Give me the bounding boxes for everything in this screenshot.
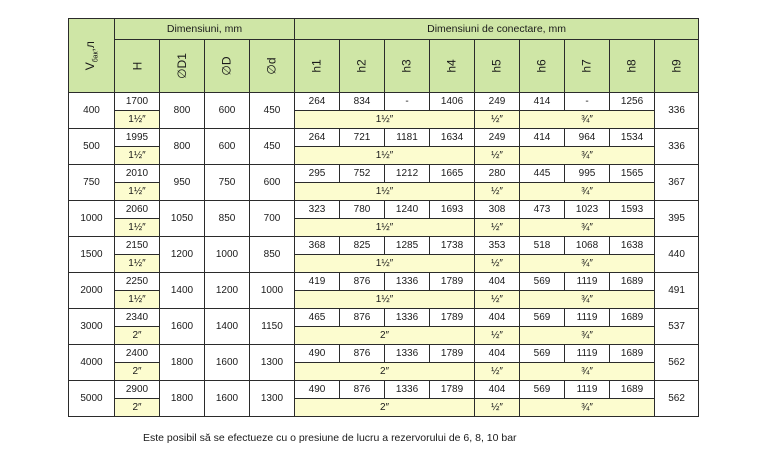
specs-table (68, 18, 699, 417)
height-cell: 2060 (115, 201, 160, 219)
column-header (430, 40, 475, 93)
connection-size-cell: 2″ (295, 363, 475, 381)
h6-cell: 473 (520, 201, 565, 219)
connection-size-cell: ½″ (475, 327, 520, 345)
connection-size-cell: ½″ (475, 399, 520, 417)
column-header-label: h6 (535, 58, 550, 73)
pressure-note: Este posibil să se efectueze cu o presiune de lucru a rezervorului de 6, 8, 10 bar (143, 432, 517, 444)
h6-cell: 569 (520, 345, 565, 363)
d1-cell: 950 (160, 165, 205, 201)
h8-cell: 1256 (610, 93, 655, 111)
h7-cell: 1119 (565, 273, 610, 291)
d1-cell: 1800 (160, 345, 205, 381)
height-cell: 2400 (115, 345, 160, 363)
h1-cell: 264 (295, 93, 340, 111)
small-d-cell: 1000 (250, 273, 295, 309)
column-header-label: h7 (580, 58, 595, 73)
h9-cell: 562 (655, 381, 699, 417)
volume-cell: 750 (69, 165, 115, 201)
d1-cell: 1050 (160, 201, 205, 237)
d-cell: 850 (205, 201, 250, 237)
h3-cell: 1212 (385, 165, 430, 183)
volume-cell: 4000 (69, 345, 115, 381)
column-header (295, 40, 340, 93)
connection-size-cell: ¾″ (520, 363, 655, 381)
h4-cell: 1738 (430, 237, 475, 255)
h3-cell: 1285 (385, 237, 430, 255)
connection-size-cell: ¾″ (520, 219, 655, 237)
h5-cell: 308 (475, 201, 520, 219)
column-header (385, 40, 430, 93)
h4-cell: 1634 (430, 129, 475, 147)
h5-cell: 353 (475, 237, 520, 255)
table-row (69, 237, 699, 255)
h3-cell: 1336 (385, 381, 430, 399)
h9-cell: 367 (655, 165, 699, 201)
h7-cell: 1023 (565, 201, 610, 219)
connection-size-cell: 1½″ (295, 111, 475, 129)
header-group-row (69, 19, 699, 40)
h6-cell: 518 (520, 237, 565, 255)
h3-cell: 1336 (385, 273, 430, 291)
h2-cell: 876 (340, 273, 385, 291)
h5-cell: 249 (475, 93, 520, 111)
small-d-cell: 600 (250, 165, 295, 201)
h2-cell: 825 (340, 237, 385, 255)
h2-cell: 876 (340, 345, 385, 363)
h9-cell: 395 (655, 201, 699, 237)
connection-size-cell: ½″ (475, 219, 520, 237)
h4-cell: 1789 (430, 381, 475, 399)
connection-size-cell: 1½″ (295, 219, 475, 237)
connection-size-cell: ¾″ (520, 327, 655, 345)
h1-cell: 264 (295, 129, 340, 147)
h9-cell: 537 (655, 309, 699, 345)
column-header-label: ∅D (220, 55, 234, 76)
table-body (69, 93, 699, 417)
h9-cell: 562 (655, 345, 699, 381)
volume-cell: 2000 (69, 273, 115, 309)
h3-cell: 1181 (385, 129, 430, 147)
volume-cell: 400 (69, 93, 115, 129)
h4-cell: 1693 (430, 201, 475, 219)
column-header (250, 40, 295, 93)
h2-cell: 834 (340, 93, 385, 111)
column-header-label: h1 (310, 58, 325, 73)
d-cell: 1000 (205, 237, 250, 273)
h7-cell: 1119 (565, 381, 610, 399)
column-header (160, 40, 205, 93)
table-row (69, 309, 699, 327)
h5-cell: 249 (475, 129, 520, 147)
h9-cell: 491 (655, 273, 699, 309)
h9-cell: 336 (655, 93, 699, 129)
d-cell: 1600 (205, 381, 250, 417)
connection-size-cell: 1½″ (295, 255, 475, 273)
h1-cell: 368 (295, 237, 340, 255)
height-cell: 1995 (115, 129, 160, 147)
connection-size-cell: 1½″ (295, 147, 475, 165)
column-header-label: h3 (400, 58, 415, 73)
column-header-label: h5 (490, 58, 505, 73)
h8-cell: 1689 (610, 381, 655, 399)
h4-cell: 1406 (430, 93, 475, 111)
table-row (69, 93, 699, 111)
small-d-cell: 1300 (250, 345, 295, 381)
volume-cell: 1500 (69, 237, 115, 273)
h8-cell: 1638 (610, 237, 655, 255)
connection-size-cell: 2″ (295, 327, 475, 345)
column-header (655, 40, 699, 93)
h6-cell: 414 (520, 129, 565, 147)
column-header-label: h9 (669, 58, 684, 73)
height-connection-cell: 2″ (115, 363, 160, 381)
h7-cell: 1119 (565, 309, 610, 327)
small-d-cell: 1150 (250, 309, 295, 345)
connection-size-cell: ¾″ (520, 147, 655, 165)
small-d-cell: 850 (250, 237, 295, 273)
h9-cell: 440 (655, 237, 699, 273)
column-header-label: H (129, 61, 144, 70)
h3-cell: 1336 (385, 309, 430, 327)
h3-cell: 1240 (385, 201, 430, 219)
connections-group-header: Dimensiuni de conectare, mm (295, 19, 699, 40)
d1-cell: 800 (160, 129, 205, 165)
column-header (340, 40, 385, 93)
h8-cell: 1689 (610, 345, 655, 363)
height-cell: 2900 (115, 381, 160, 399)
connection-size-cell: ½″ (475, 147, 520, 165)
h9-cell: 336 (655, 129, 699, 165)
column-header (205, 40, 250, 93)
column-header-label: ∅d (265, 56, 280, 75)
h7-cell: 1119 (565, 345, 610, 363)
d-cell: 600 (205, 129, 250, 165)
column-header (610, 40, 655, 93)
h1-cell: 323 (295, 201, 340, 219)
h8-cell: 1534 (610, 129, 655, 147)
h2-cell: 780 (340, 201, 385, 219)
connection-size-cell: ¾″ (520, 183, 655, 201)
h4-cell: 1789 (430, 345, 475, 363)
h6-cell: 569 (520, 381, 565, 399)
volume-header (69, 19, 115, 93)
small-d-cell: 1300 (250, 381, 295, 417)
h1-cell: 419 (295, 273, 340, 291)
connection-size-cell: ½″ (475, 183, 520, 201)
height-connection-cell: 2″ (115, 327, 160, 345)
volume-cell: 1000 (69, 201, 115, 237)
connection-size-cell: ½″ (475, 111, 520, 129)
h2-cell: 752 (340, 165, 385, 183)
h8-cell: 1689 (610, 309, 655, 327)
column-header-label: ∅D1 (174, 52, 189, 79)
column-header (565, 40, 610, 93)
volume-cell: 500 (69, 129, 115, 165)
connection-size-cell: 1½″ (295, 183, 475, 201)
h6-cell: 569 (520, 309, 565, 327)
connection-size-cell: 1½″ (295, 291, 475, 309)
height-cell: 2010 (115, 165, 160, 183)
table-row (69, 273, 699, 291)
h3-cell: 1336 (385, 345, 430, 363)
table-row (69, 381, 699, 399)
d1-cell: 1200 (160, 237, 205, 273)
height-connection-cell: 1½″ (115, 219, 160, 237)
h2-cell: 876 (340, 309, 385, 327)
h4-cell: 1789 (430, 273, 475, 291)
h6-cell: 414 (520, 93, 565, 111)
dimensions-group-header: Dimensiuni, mm (115, 19, 295, 40)
height-cell: 2150 (115, 237, 160, 255)
height-connection-cell: 1½″ (115, 111, 160, 129)
height-connection-cell: 1½″ (115, 183, 160, 201)
d1-cell: 800 (160, 93, 205, 129)
h5-cell: 404 (475, 273, 520, 291)
table-row (69, 129, 699, 147)
h5-cell: 404 (475, 345, 520, 363)
connection-size-cell: ½″ (475, 363, 520, 381)
column-header-label: h4 (445, 58, 460, 73)
d-cell: 1400 (205, 309, 250, 345)
d-cell: 600 (205, 93, 250, 129)
h4-cell: 1665 (430, 165, 475, 183)
connection-size-cell: ½″ (475, 291, 520, 309)
table-row (69, 345, 699, 363)
d1-cell: 1400 (160, 273, 205, 309)
d-cell: 1600 (205, 345, 250, 381)
h5-cell: 404 (475, 381, 520, 399)
h6-cell: 569 (520, 273, 565, 291)
d1-cell: 1800 (160, 381, 205, 417)
table-row (69, 165, 699, 183)
h2-cell: 721 (340, 129, 385, 147)
h3-cell: - (385, 93, 430, 111)
column-header (475, 40, 520, 93)
specs-table-container (68, 18, 688, 417)
d-cell: 1200 (205, 273, 250, 309)
h1-cell: 465 (295, 309, 340, 327)
small-d-cell: 450 (250, 93, 295, 129)
column-header-label: h2 (355, 58, 370, 73)
h1-cell: 490 (295, 345, 340, 363)
connection-size-cell: ¾″ (520, 111, 655, 129)
h8-cell: 1689 (610, 273, 655, 291)
d-cell: 750 (205, 165, 250, 201)
connection-size-cell: ¾″ (520, 291, 655, 309)
height-connection-cell: 1½″ (115, 291, 160, 309)
volume-label: $V_{бак},л$ (82, 40, 100, 71)
height-cell: 2340 (115, 309, 160, 327)
h1-cell: 490 (295, 381, 340, 399)
h2-cell: 876 (340, 381, 385, 399)
volume-cell: 3000 (69, 309, 115, 345)
connection-size-cell: ¾″ (520, 399, 655, 417)
height-connection-cell: 1½″ (115, 147, 160, 165)
column-header (520, 40, 565, 93)
h8-cell: 1565 (610, 165, 655, 183)
connection-size-cell: ¾″ (520, 255, 655, 273)
h6-cell: 445 (520, 165, 565, 183)
connection-size-cell: 2″ (295, 399, 475, 417)
h5-cell: 280 (475, 165, 520, 183)
volume-cell: 5000 (69, 381, 115, 417)
height-cell: 1700 (115, 93, 160, 111)
column-header-row (69, 40, 699, 93)
column-header-label: h8 (625, 58, 640, 73)
small-d-cell: 450 (250, 129, 295, 165)
h7-cell: 995 (565, 165, 610, 183)
height-cell: 2250 (115, 273, 160, 291)
column-header (115, 40, 160, 93)
connection-size-cell: ½″ (475, 255, 520, 273)
table-row (69, 201, 699, 219)
h5-cell: 404 (475, 309, 520, 327)
height-connection-cell: 2″ (115, 399, 160, 417)
h7-cell: 1068 (565, 237, 610, 255)
h7-cell: 964 (565, 129, 610, 147)
small-d-cell: 700 (250, 201, 295, 237)
h8-cell: 1593 (610, 201, 655, 219)
d1-cell: 1600 (160, 309, 205, 345)
h7-cell: - (565, 93, 610, 111)
height-connection-cell: 1½″ (115, 255, 160, 273)
h1-cell: 295 (295, 165, 340, 183)
h4-cell: 1789 (430, 309, 475, 327)
